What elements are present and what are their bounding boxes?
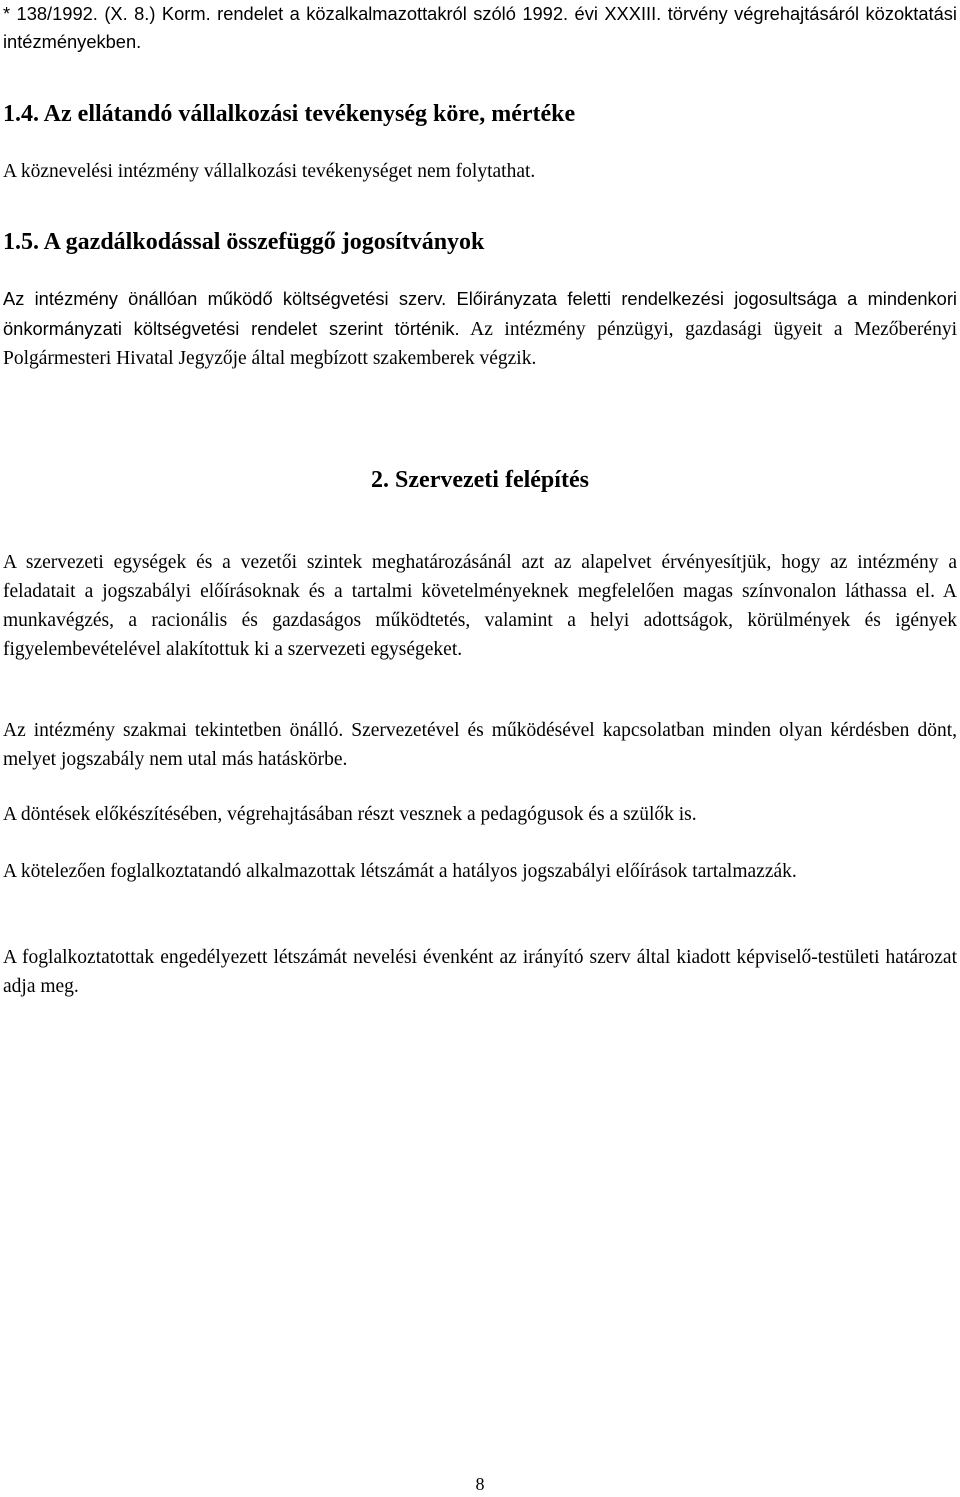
- chapter-2-paragraph: A kötelezően foglalkoztatandó alkalmazottak létszámát a hatályos jogszabályi előírások tartalmazzák.: [3, 861, 797, 882]
- section-1-4-heading: 1.4. Az ellátandó vállalkozási tevékenység köre, mértéke: [3, 101, 576, 127]
- chapter-2-paragraph: A foglalkoztatottak engedélyezett létszámát nevelési évenként az irányító szerv által kiadott képviselő-testületi határozat adja meg.: [3, 947, 957, 997]
- section-1-5-heading: 1.5. A gazdálkodással összefüggő jogosítványok: [3, 229, 485, 255]
- chapter-2-heading: 2. Szervezeti felépítés: [371, 467, 589, 493]
- section-1-4-body: A köznevelési intézmény vállalkozási tevékenységet nem folytathat.: [3, 161, 536, 182]
- chapter-2-paragraph: A szervezeti egységek és a vezetői szintek meghatározásánál azt az alapelvet érvényesítjük, hogy az intézmény a feladatait a jogszabályi előírásoknak és a tartalmi követelményeknek megfelelően magas színvonalon láthassa el. A munkavégzés, a racionális és gazdaságos működtetés, valamint a helyi adottságok, körülmények és igények figyelembevételével alakítottuk ki a szervezeti egységeket.: [3, 552, 957, 660]
- footnote: * 138/1992. (X. 8.) Korm. rendelet a közalkalmazottakról szóló 1992. évi XXXIII. törvény végrehajtásáról közoktatási intézményekben.: [3, 3, 957, 52]
- chapter-2-paragraph: Az intézmény szakmai tekintetben önálló. Szervezetével és működésével kapcsolatban minden olyan kérdésben dönt, melyet jogszabály nem utal más hatáskörbe.: [3, 720, 957, 770]
- section-1-5-body-part1: Az intézmény önállóan működő költségvetési szerv. Előirányzata feletti rendelkezési jogosultsága a mindenkori önkormányzati költségvetési rendelet szerint történik.: [3, 288, 957, 339]
- page-number: 8: [475, 1474, 485, 1494]
- chapter-2-paragraph: A döntések előkészítésében, végrehajtásában részt vesznek a pedagógusok és a szülők is.: [3, 804, 697, 825]
- section-1-5-body-part2: Az intézmény pénzügyi, gazdasági ügyeit a Mezőberényi Polgármesteri Hivatal Jegyzője által megbízott szakemberek végzik.: [3, 319, 957, 369]
- section-1-5-body: [3, 284, 957, 373]
